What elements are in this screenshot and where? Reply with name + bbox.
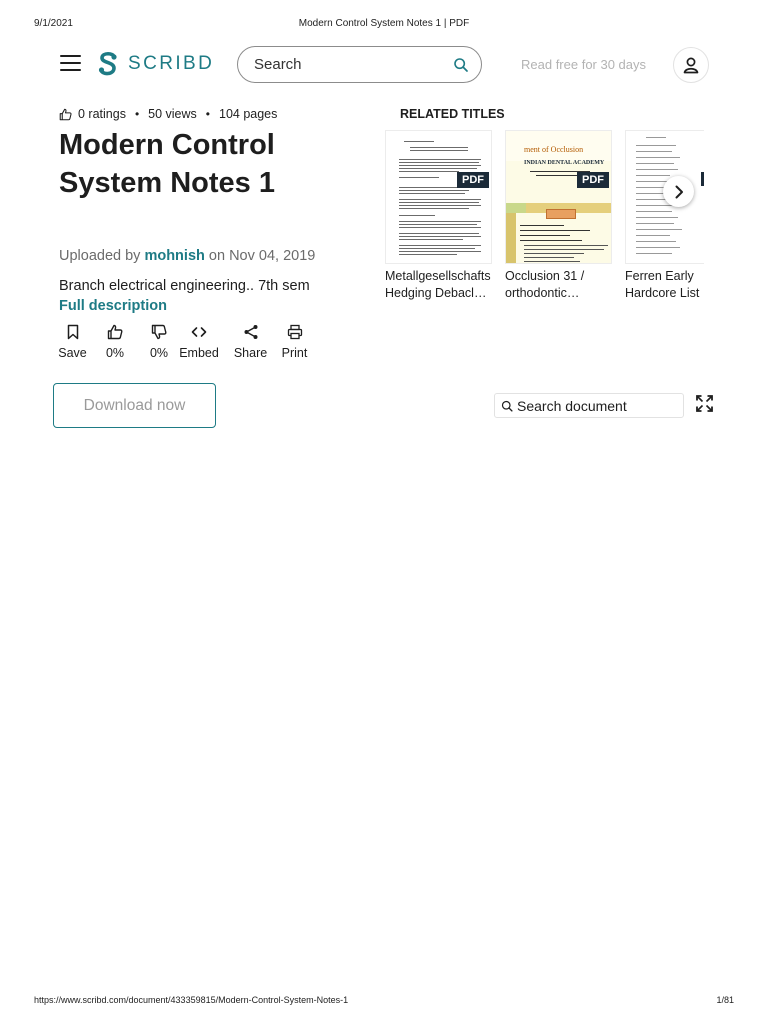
- document-search[interactable]: [494, 393, 684, 418]
- related-thumbnail: [385, 130, 492, 264]
- uploader-link[interactable]: mohnish: [144, 248, 205, 264]
- profile-button[interactable]: [673, 47, 709, 83]
- thumbs-up-icon: [59, 108, 72, 121]
- thumbnail-subheading: INDIAN DENTAL ACADEMY: [524, 160, 605, 166]
- thumbnail-heading: ment of Occlusion: [524, 145, 584, 154]
- upvote-button[interactable]: [105, 324, 125, 360]
- carousel-next-button[interactable]: [663, 176, 694, 207]
- search-input[interactable]: [254, 56, 453, 73]
- related-card-title-line: Ferren Early: [625, 269, 694, 283]
- related-card-title: [505, 268, 613, 302]
- print-page-number: 1/81: [716, 995, 734, 1005]
- print-date: 9/1/2021: [34, 18, 73, 29]
- document-description: [59, 276, 319, 316]
- related-thumbnail: [505, 130, 612, 264]
- related-card-title-line: Hedging Debacl…: [385, 286, 487, 300]
- related-card-title-line: orthodontic…: [505, 286, 580, 300]
- thumbs-up-icon: [107, 324, 123, 340]
- embed-button[interactable]: [179, 324, 219, 360]
- embed-label: Embed: [179, 346, 219, 360]
- save-button[interactable]: [59, 324, 86, 360]
- related-card-title-line: Metallgesellschafts: [385, 269, 491, 283]
- related-titles-carousel: [385, 130, 704, 310]
- menu-icon[interactable]: [60, 55, 81, 73]
- separator-dot: •: [134, 107, 140, 121]
- scribd-logo[interactable]: [97, 50, 214, 78]
- full-description-link[interactable]: Full description: [59, 298, 167, 314]
- upvote-percent: 0%: [105, 346, 125, 360]
- related-card-title-line: Occlusion 31 /: [505, 269, 585, 283]
- share-button[interactable]: [234, 324, 267, 360]
- ratings-count: 0 ratings: [78, 107, 126, 121]
- print-button[interactable]: [280, 324, 309, 360]
- printer-icon: [287, 324, 303, 340]
- fullscreen-icon[interactable]: [696, 395, 713, 412]
- document-search-input[interactable]: [517, 398, 677, 414]
- share-icon: [243, 324, 259, 340]
- pdf-badge: PDF: [577, 172, 609, 188]
- document-title: Modern Control System Notes 1: [59, 129, 275, 199]
- downvote-percent: 0%: [149, 346, 169, 360]
- scribd-logo-icon: [97, 51, 119, 77]
- pdf-badge: PDF: [457, 172, 489, 188]
- read-free-link[interactable]: Read free for 30 days: [521, 57, 647, 72]
- related-card[interactable]: [505, 130, 613, 302]
- download-button[interactable]: Download now: [53, 383, 216, 428]
- related-card[interactable]: [385, 130, 493, 302]
- share-label: Share: [233, 346, 268, 360]
- search-icon[interactable]: [453, 54, 469, 76]
- chevron-right-icon: [673, 185, 685, 199]
- logo-text: SCRIBD: [128, 53, 215, 74]
- separator-dot: •: [205, 107, 210, 121]
- bookmark-icon: [65, 324, 81, 340]
- related-titles-heading: RELATED TITLES: [400, 107, 505, 121]
- related-card-title-line: Hardcore List: [625, 286, 700, 300]
- upload-date: on Nov 04, 2019: [208, 248, 316, 264]
- pages-count: 104 pages: [219, 107, 278, 121]
- related-card-title: [625, 268, 704, 302]
- views-count: 50 views: [148, 107, 197, 121]
- print-label: Print: [281, 346, 308, 360]
- print-url: https://www.scribd.com/document/433359815/Modern-Control-System-Notes-1: [34, 995, 349, 1005]
- upload-info: [59, 248, 315, 264]
- related-card-title: [385, 268, 493, 302]
- downvote-button[interactable]: [149, 324, 169, 360]
- related-card[interactable]: [625, 130, 704, 302]
- uploaded-by-label: Uploaded by: [59, 248, 141, 264]
- thumbs-down-icon: [151, 324, 167, 340]
- code-icon: [191, 324, 207, 340]
- save-label: Save: [58, 346, 87, 360]
- description-text: Branch electrical engineering.. 7th sem: [59, 278, 310, 294]
- search-icon: [501, 398, 513, 414]
- user-icon: [682, 56, 700, 74]
- document-stats: [59, 107, 277, 121]
- action-bar: [59, 324, 309, 360]
- print-page-title: Modern Control System Notes 1 | PDF: [298, 18, 470, 29]
- site-search[interactable]: [237, 46, 482, 83]
